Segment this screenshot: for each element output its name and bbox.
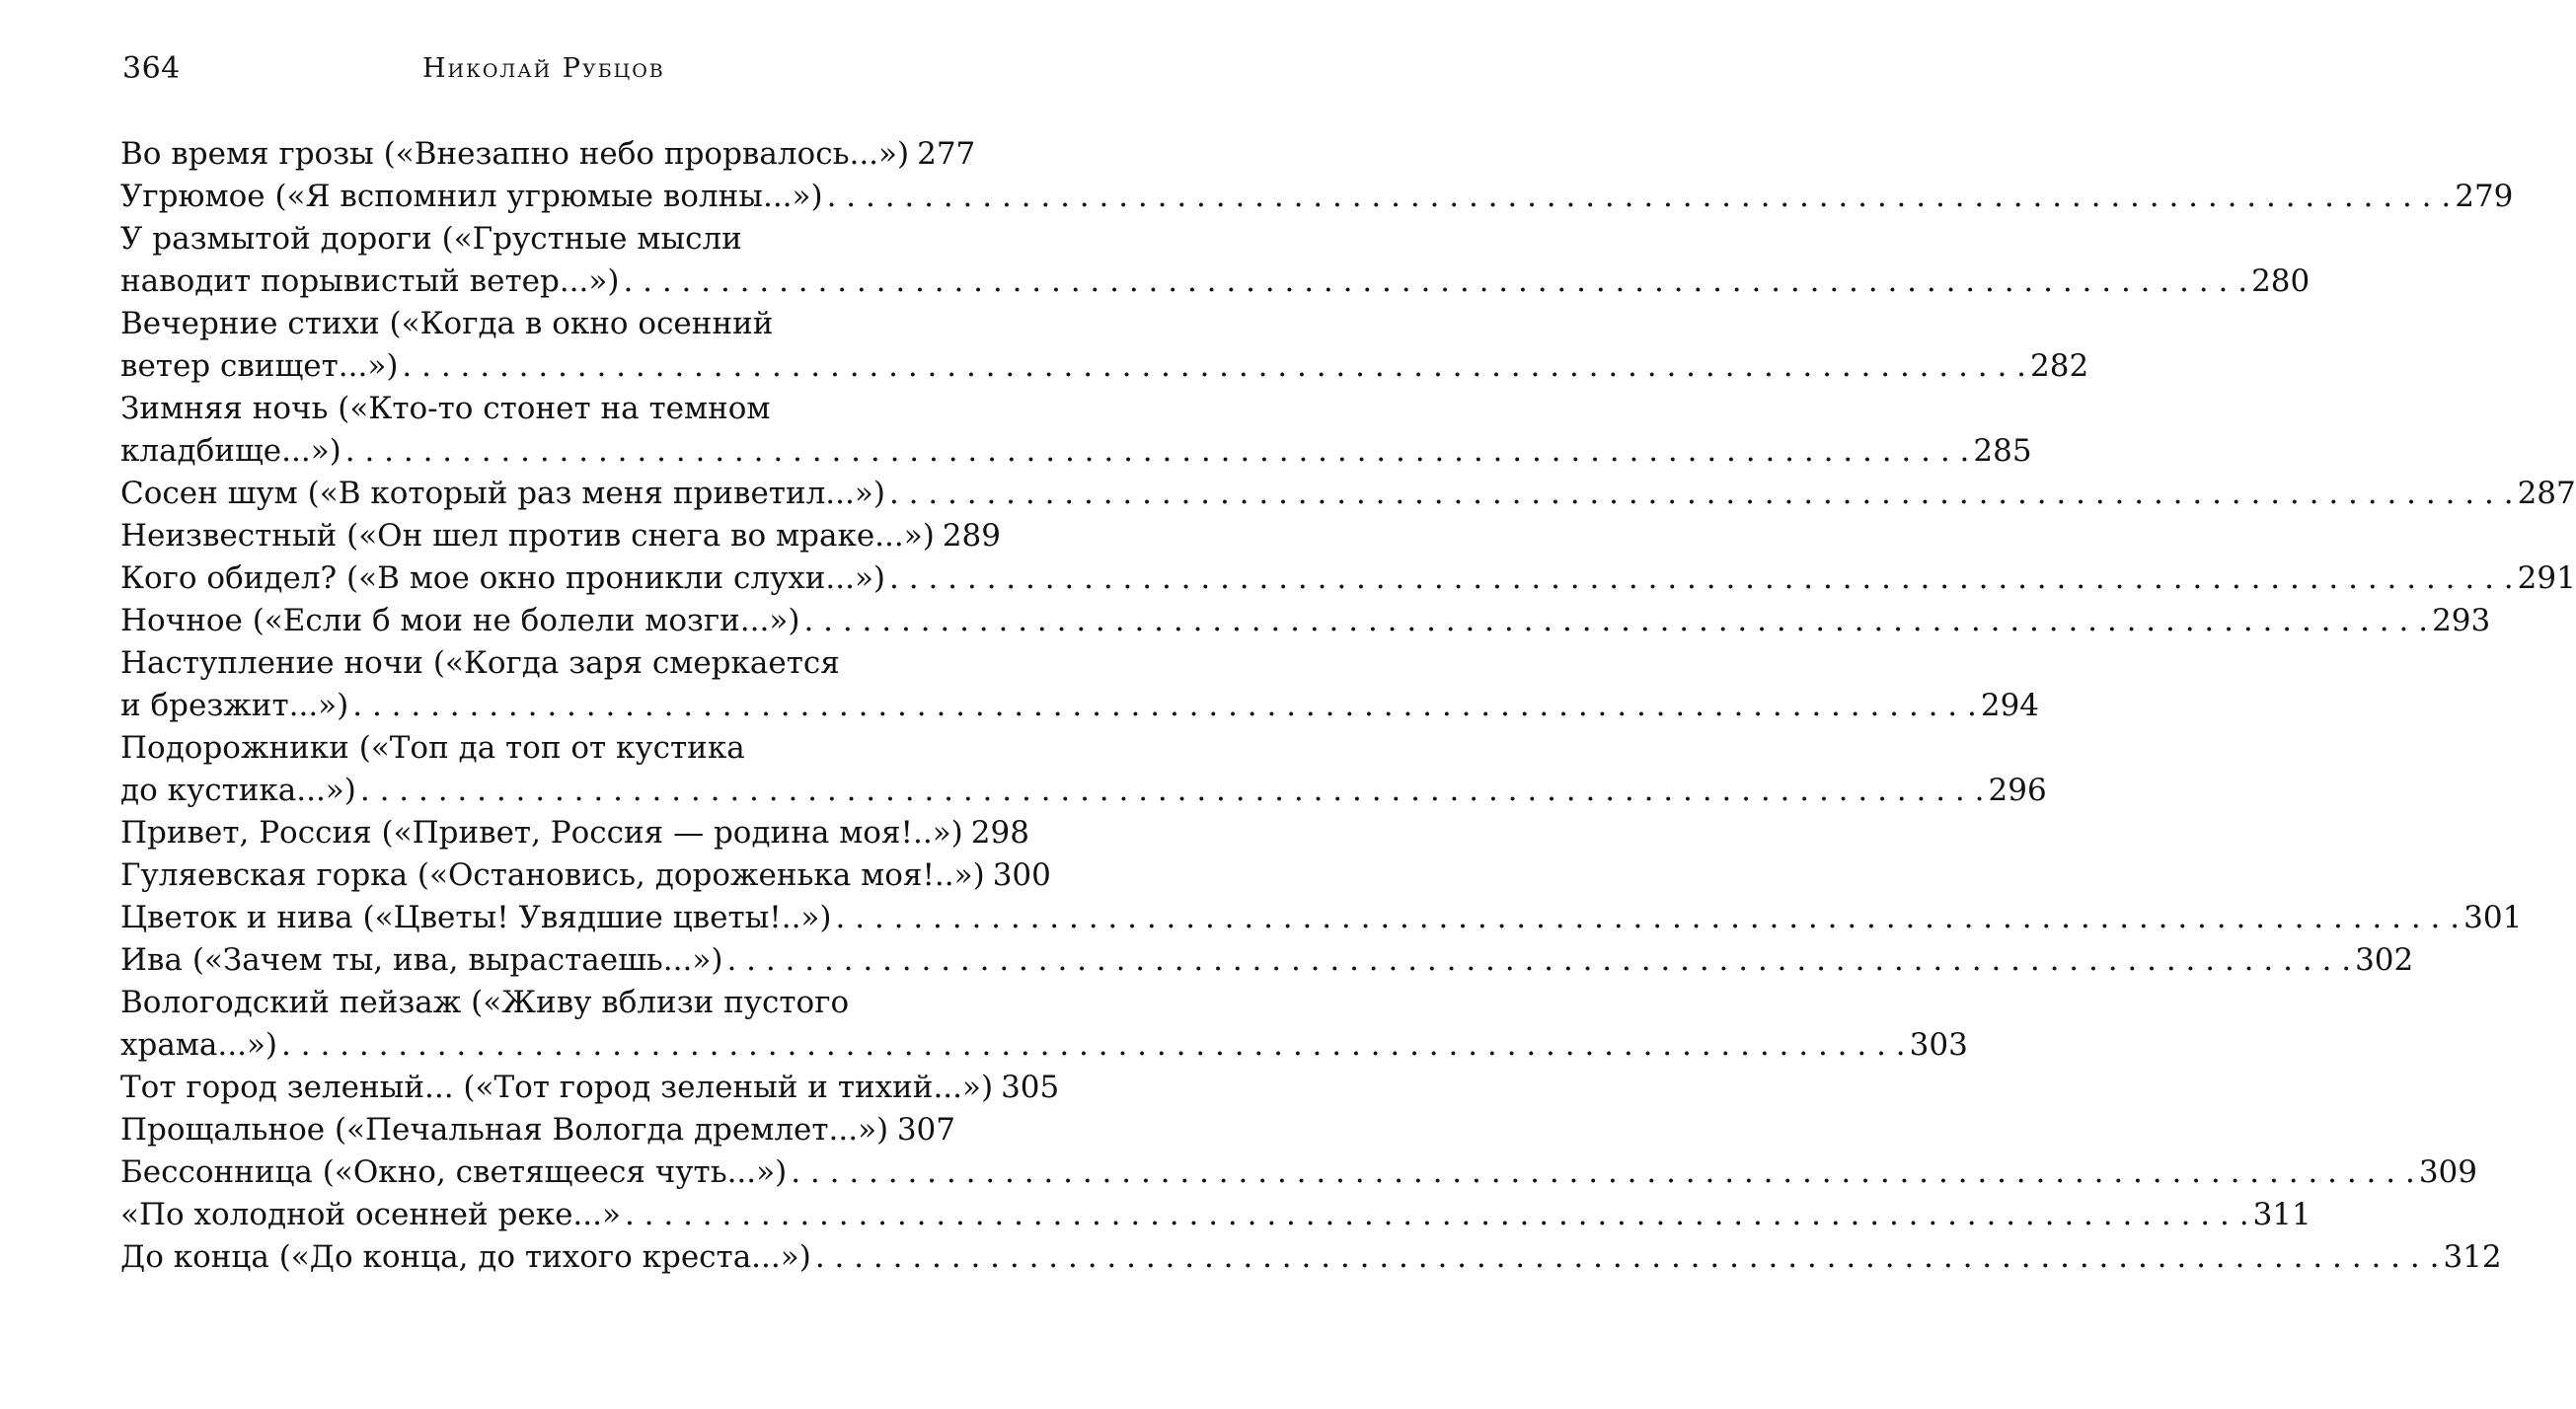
toc-entry-title-line: «По холодной осенней реке...»: [120, 1197, 621, 1232]
toc-entry-last-line: [120, 854, 1051, 897]
dot-leader: [791, 1151, 2415, 1194]
toc-entry-title-line: Гуляевская горка («Остановись, дороженька моя!..»): [120, 857, 985, 893]
toc-entry: [120, 982, 1968, 1067]
dot-leader: [889, 557, 2514, 600]
toc-entry: [120, 939, 2414, 982]
toc-entry-page-number: 301: [2463, 900, 2523, 935]
dot-leader: [360, 770, 1985, 812]
toc-entry-title-line: Подорожники («Топ да топ от кустика: [120, 730, 745, 766]
toc-entry-title-line: Во время грозы («Внезапно небо прорвалось...»): [120, 136, 910, 172]
dot-leader: [402, 345, 2026, 388]
toc-entry-last-line: [120, 1151, 2477, 1194]
toc-entry-title-line: Ива («Зачем ты, ива, вырастаешь...»): [120, 942, 723, 978]
toc-entry-page-number: 294: [1980, 688, 2040, 723]
dot-leader: [625, 1194, 2249, 1236]
toc-entry-title-line: до кустика...»): [120, 773, 356, 808]
toc-entry-last-line: [120, 1024, 1968, 1067]
dot-leader: [803, 600, 2428, 642]
toc-entry: [120, 897, 2523, 939]
toc-entry-title-line: Наступление ночи («Когда заря смеркается: [120, 645, 840, 681]
dot-leader: [352, 685, 1977, 727]
toc-entry: [120, 473, 2576, 515]
toc-entry-title-line: Неизвестный («Он шел против снега во мраке...»): [120, 518, 935, 554]
toc-entry-last-line: [120, 1194, 2311, 1236]
toc-entry-title-line: Прощальное («Печальная Вологда дремлет...»): [120, 1112, 889, 1148]
dot-leader: [345, 430, 1970, 473]
toc-entry: [120, 727, 2047, 812]
toc-entry-page-number: 277: [917, 136, 976, 172]
toc-entry-last-line: [120, 473, 2576, 515]
toc-entry-last-line: [120, 260, 2311, 303]
dot-leader: [892, 1109, 893, 1151]
dot-leader: [889, 473, 2514, 515]
toc-entry: [120, 854, 1051, 897]
toc-entry-title-line: Цветок и нива («Цветы! Увядшие цветы!..»): [120, 900, 832, 935]
table-of-contents: [120, 133, 2576, 1279]
toc-entry: [120, 642, 2040, 727]
toc-entry-page-number: 302: [2355, 942, 2414, 978]
toc-entry-last-line: [120, 133, 976, 176]
toc-entry-page-number: 298: [970, 815, 1029, 851]
toc-entry-page-number: 305: [1001, 1070, 1060, 1105]
toc-entry-title-line: Ночное («Если б мои не болели мозги...»): [120, 603, 800, 638]
toc-entry: [120, 1236, 2502, 1279]
toc-entry: [120, 1151, 2477, 1194]
toc-entry-last-line: [120, 1109, 955, 1151]
toc-entry: [120, 303, 2089, 388]
toc-entry-page-number: 300: [992, 857, 1051, 893]
toc-entry-last-line: [120, 515, 1001, 557]
toc-entry: [120, 557, 2576, 600]
toc-entry-page-number: 285: [1973, 433, 2032, 469]
toc-entry-page-number: 291: [2517, 560, 2576, 596]
toc-entry-title-line: кладбище...»): [120, 433, 341, 469]
dot-leader: [815, 1236, 2440, 1279]
page-number: 364: [122, 51, 181, 86]
toc-entry-page-number: 309: [2418, 1154, 2477, 1190]
toc-entry-page-number: 289: [942, 518, 1001, 554]
running-title: Николай Рубцов: [422, 53, 665, 84]
toc-entry-page-number: 287: [2517, 476, 2576, 511]
toc-entry-last-line: [120, 1067, 1060, 1109]
toc-entry-title-line: и брезжит...»): [120, 688, 349, 723]
toc-entry-page-number: 311: [2252, 1197, 2311, 1232]
toc-entry-last-line: [120, 557, 2576, 600]
toc-entry-last-line: [120, 176, 2514, 218]
toc-entry-last-line: [120, 1236, 2502, 1279]
toc-entry-title-line: наводит порывистый ветер...»): [120, 263, 620, 299]
toc-entry-title-line: Сосен шум («В который раз меня приветил...»): [120, 476, 885, 511]
toc-entry: [120, 515, 1001, 557]
toc-entry: [120, 812, 1029, 854]
toc-entry: [120, 388, 2032, 473]
dot-leader: [827, 176, 2452, 218]
toc-entry: [120, 133, 976, 176]
dot-leader: [281, 1024, 1906, 1067]
toc-entry-title-line: Тот город зеленый... («Тот город зеленый и тихий...»): [120, 1070, 994, 1105]
dot-leader: [623, 260, 2247, 303]
toc-entry-last-line: [120, 897, 2523, 939]
toc-entry-page-number: 279: [2455, 179, 2514, 214]
toc-entry-title-line: Зимняя ночь («Кто-то стонет на темном: [120, 391, 771, 426]
toc-entry: [120, 176, 2514, 218]
toc-entry-title-line: Вечерние стихи («Когда в окно осенний: [120, 306, 774, 341]
dot-leader: [836, 897, 2461, 939]
toc-entry-title-line: Привет, Россия («Привет, Россия — родина моя!..»): [120, 815, 963, 851]
toc-entry-last-line: [120, 430, 2032, 473]
toc-entry-page-number: 282: [2030, 348, 2089, 384]
toc-entry-title-line: Бессонница («Окно, светящееся чуть...»): [120, 1154, 788, 1190]
toc-entry-last-line: [120, 600, 2491, 642]
page-header: [0, 51, 987, 101]
toc-entry-page-number: 296: [1988, 773, 2047, 808]
toc-entry-title-line: храма...»): [120, 1027, 278, 1063]
toc-entry-page-number: 312: [2443, 1239, 2502, 1275]
toc-entry-page-number: 303: [1909, 1027, 1968, 1063]
toc-entry: [120, 1194, 2311, 1236]
toc-entry-last-line: [120, 345, 2089, 388]
toc-entry-last-line: [120, 685, 2040, 727]
toc-entry-last-line: [120, 939, 2414, 982]
toc-entry: [120, 600, 2491, 642]
toc-entry-last-line: [120, 770, 2047, 812]
toc-entry-title-line: ветер свищет...»): [120, 348, 399, 384]
toc-entry-title-line: До конца («До конца, до тихого креста...»): [120, 1239, 811, 1275]
toc-entry: [120, 218, 2311, 303]
toc-entry-last-line: [120, 812, 1029, 854]
toc-entry-page-number: 293: [2432, 603, 2491, 638]
toc-entry-title-line: У размытой дороги («Грустные мысли: [120, 221, 742, 257]
toc-entry-title-line: Вологодский пейзаж («Живу вблизи пустого: [120, 985, 850, 1020]
toc-entry: [120, 1067, 1060, 1109]
toc-entry-title-line: Угрюмое («Я вспомнил угрюмые волны...»): [120, 179, 823, 214]
dot-leader: [726, 939, 2351, 982]
toc-entry-page-number: 307: [896, 1112, 955, 1148]
toc-entry-title-line: Кого обидел? («В мое окно проникли слухи...»): [120, 560, 886, 596]
toc-entry: [120, 1109, 955, 1151]
toc-entry-page-number: 280: [2251, 263, 2311, 299]
